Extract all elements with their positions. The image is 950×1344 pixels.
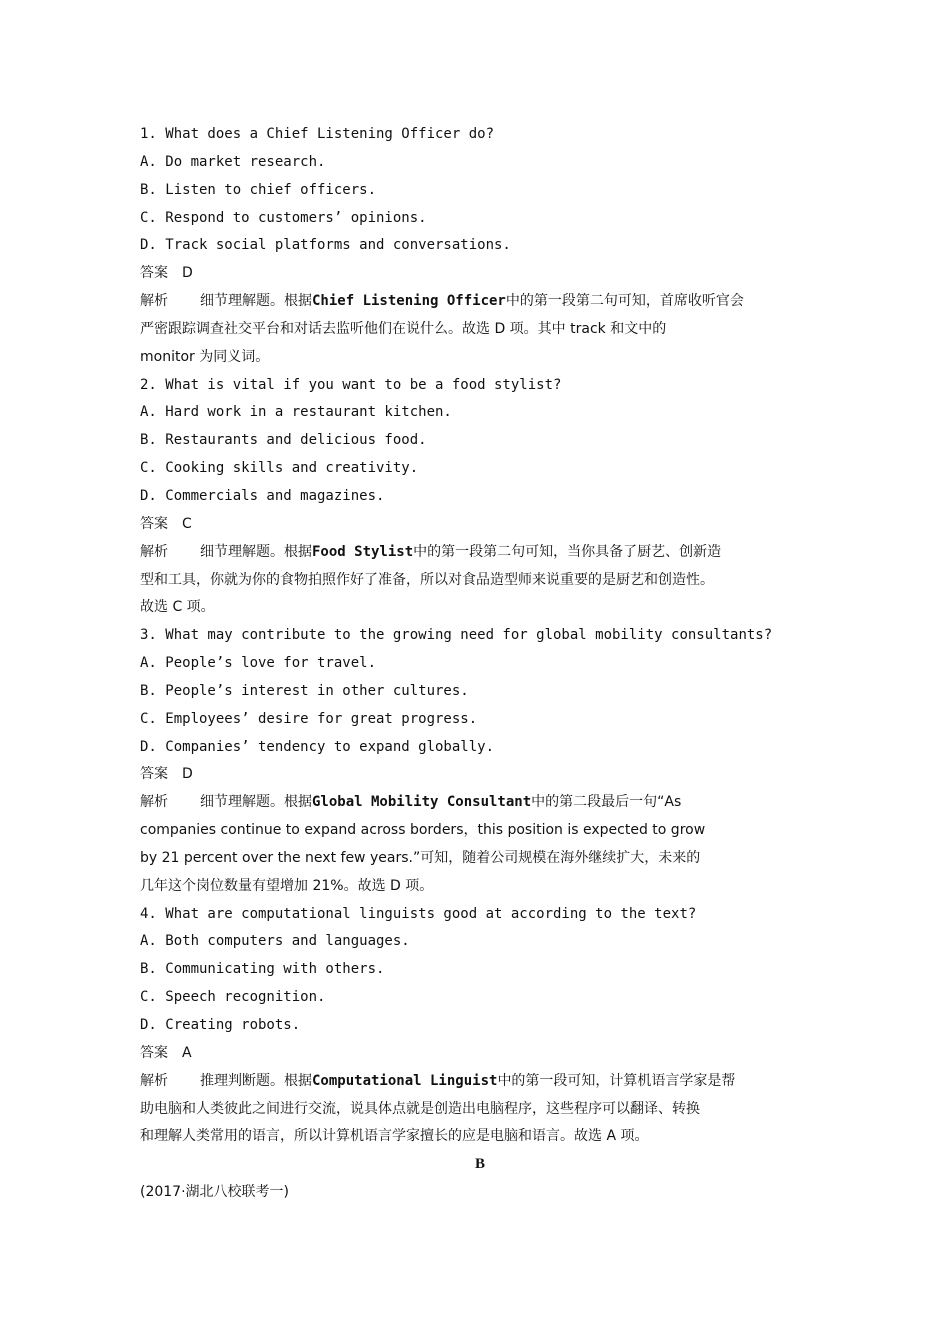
analysis-line xyxy=(140,789,820,817)
analysis-line xyxy=(140,1123,820,1151)
answer-label: 答案 xyxy=(140,515,168,532)
question-block xyxy=(140,901,820,1152)
analysis-text: monitor 为同义词。 xyxy=(140,348,270,365)
answer-option: C. Cooking skills and creativity. xyxy=(140,460,419,477)
answer-line xyxy=(140,761,820,789)
answer-line xyxy=(140,260,820,288)
answer-option: A. Do market research. xyxy=(140,153,326,170)
answer-line xyxy=(140,511,820,539)
question-stem: 4. What are computational linguists good at according to the text? xyxy=(140,905,697,922)
analysis-text: 故选 C 项。 xyxy=(140,599,215,616)
analysis-line xyxy=(140,567,820,595)
answer-label: 答案 xyxy=(140,265,168,282)
analysis-line xyxy=(140,539,820,567)
analysis-label: 解析 xyxy=(140,543,168,560)
analysis-line xyxy=(140,344,820,372)
analysis-text: 中的第一段第二句可知，首席收听官会 xyxy=(505,293,744,310)
answer-option: D. Companies’ tendency to expand globally. xyxy=(140,738,495,755)
analysis-text: 中的第二段最后一句“As xyxy=(531,794,682,811)
analysis-line xyxy=(140,1096,820,1124)
answer-label: 答案 xyxy=(140,766,168,783)
analysis-label: 解析 xyxy=(140,1072,168,1089)
answer-value: D xyxy=(182,766,193,783)
section-heading: B xyxy=(474,1156,485,1173)
answer-option: B. Restaurants and delicious food. xyxy=(140,432,427,449)
analysis-line xyxy=(140,873,820,901)
answer-value: A xyxy=(182,1044,192,1061)
analysis-text: 严密跟踪调查社交平台和对话去监听他们在说什么。故选 D 项。其中 track 和文中的 xyxy=(140,320,667,337)
analysis-text: 和理解人类常用的语言，所以计算机语言学家擅长的应是电脑和语言。故选 A 项。 xyxy=(140,1128,649,1145)
analysis-text: 中的第一段可知，计算机语言学家是帮 xyxy=(497,1072,736,1089)
analysis-line xyxy=(140,316,820,344)
answer-value: C xyxy=(182,515,192,532)
question-block xyxy=(140,121,820,372)
analysis-label: 解析 xyxy=(140,293,168,310)
answer-option: D. Track social platforms and conversations. xyxy=(140,237,511,254)
answer-option: B. Communicating with others. xyxy=(140,961,385,978)
analysis-line xyxy=(140,1068,820,1096)
answer-label: 答案 xyxy=(140,1044,168,1061)
answer-option: C. Respond to customers’ opinions. xyxy=(140,209,427,226)
analysis-line xyxy=(140,845,820,873)
answer-option: D. Creating robots. xyxy=(140,1017,301,1033)
analysis-line xyxy=(140,817,820,845)
document-body xyxy=(140,121,820,1207)
analysis-text: companies continue to expand across borders，this position is expected to grow xyxy=(140,822,706,839)
analysis-text: 细节理解题。根据 xyxy=(200,794,312,811)
analysis-keyword: Global Mobility Consultant xyxy=(312,794,532,811)
analysis-text: 细节理解题。根据 xyxy=(200,543,312,560)
answer-option: C. Employees’ desire for great progress. xyxy=(140,710,478,727)
analysis-keyword: Computational Linguist xyxy=(312,1072,498,1089)
question-stem: 3. What may contribute to the growing need for global mobility consultants? xyxy=(140,627,773,644)
source-note: (2017·湖北八校联考一) xyxy=(140,1184,290,1201)
answer-option: A. Hard work in a restaurant kitchen. xyxy=(140,404,452,421)
analysis-text: 助电脑和人类彼此之间进行交流，说具体点就是创造出电脑程序，这些程序可以翻译、转换 xyxy=(140,1100,700,1117)
answer-option: D. Commercials and magazines. xyxy=(140,487,385,504)
analysis-text: 几年这个岗位数量有望增加 21%。故选 D 项。 xyxy=(140,877,434,894)
answer-line xyxy=(140,1040,820,1068)
analysis-text: 型和工具，你就为你的食物拍照作好了准备，所以对食品造型师来说重要的是厨艺和创造性。 xyxy=(140,571,714,588)
analysis-text: by 21 percent over the next few years.”可知，随着公司规模在海外继续扩大，未来的 xyxy=(140,849,701,866)
answer-option: B. Listen to chief officers. xyxy=(140,181,377,198)
answer-option: A. Both computers and languages. xyxy=(140,933,410,950)
answer-option: B. People’s interest in other cultures. xyxy=(140,682,469,699)
analysis-text: 中的第一段第二句可知，当你具备了厨艺、创新造 xyxy=(413,543,722,560)
analysis-text: 推理判断题。根据 xyxy=(200,1072,312,1089)
answer-value: D xyxy=(182,265,193,282)
answer-option: A. People’s love for travel. xyxy=(140,655,377,672)
answer-option: C. Speech recognition. xyxy=(140,989,326,1006)
analysis-keyword: Chief Listening Officer xyxy=(312,293,506,310)
analysis-line xyxy=(140,594,820,622)
question-stem: 1. What does a Chief Listening Officer do? xyxy=(140,126,495,142)
analysis-text: 细节理解题。根据 xyxy=(200,293,312,310)
analysis-line xyxy=(140,288,820,316)
question-block xyxy=(140,372,820,623)
question-stem: 2. What is vital if you want to be a food stylist? xyxy=(140,376,562,393)
analysis-keyword: Food Stylist xyxy=(312,543,414,560)
analysis-label: 解析 xyxy=(140,794,168,811)
question-block xyxy=(140,622,820,900)
